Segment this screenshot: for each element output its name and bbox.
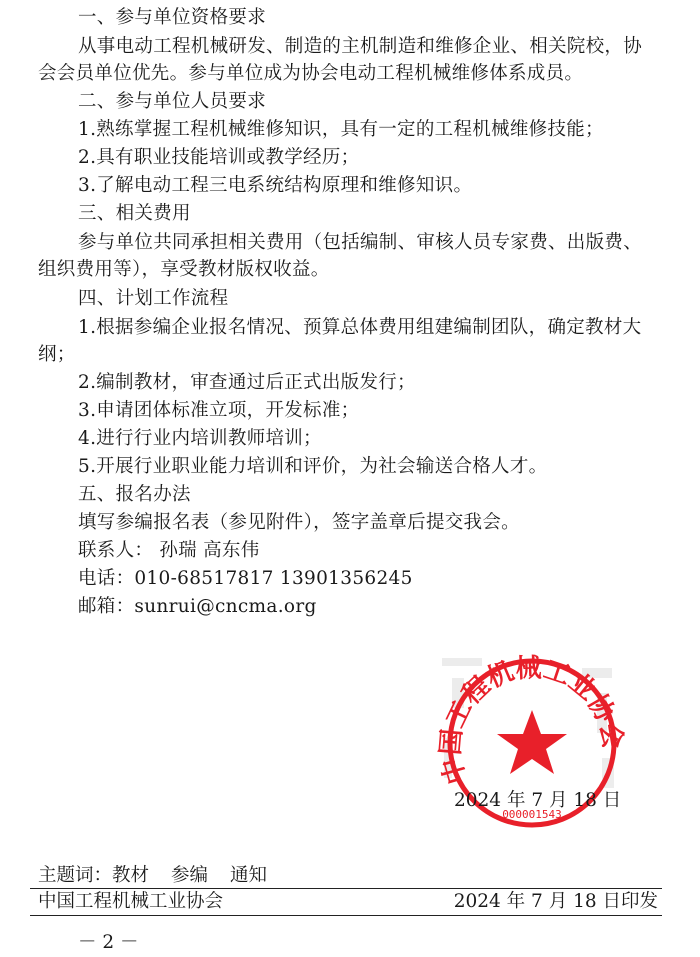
section-1-paragraph-line-1: 从事电动工程机械研发、制造的主机制造和维修企业、相关院校，协 (78, 36, 643, 57)
section-5-paragraph: 填写参编报名表（参见附件），签字盖章后提交我会。 (78, 512, 520, 533)
keyword-item: 教材 (112, 865, 150, 886)
signature-date: 2024 年 7 月 18 日 (454, 790, 622, 811)
section-2-item-1: 1.熟练掌握工程机械维修知识，具有一定的工程机械维修技能； (78, 119, 604, 140)
section-4-item-1-line-2: 纲； (38, 344, 76, 365)
section-1-heading: 一、参与单位资格要求 (78, 7, 267, 28)
section-2-item-3: 3.了解电动工程三电系统结构原理和维修知识。 (78, 175, 473, 196)
section-4-item-4: 4.进行行业内培训教师培训； (78, 428, 322, 449)
keyword-item: 参编 (171, 865, 209, 886)
section-4-item-1-line-1: 1.根据参编企业报名情况、预算总体费用组建编制团队，确定教材大 (78, 317, 642, 338)
contact-persons: 联系人： 孙瑞 高东伟 (78, 540, 260, 561)
footer-organization: 中国工程机械工业协会 (38, 891, 224, 912)
section-4-item-3: 3.申请团体标准立项，开发标准； (78, 400, 360, 421)
footer-rule-top (30, 888, 662, 889)
section-3-heading: 三、相关费用 (78, 203, 191, 224)
svg-text:中国工程机械工业协会: 中国工程机械工业协会 (435, 653, 628, 788)
keywords-line (38, 865, 289, 887)
section-4-heading: 四、计划工作流程 (78, 288, 229, 309)
svg-text:000001543: 000001543 (502, 808, 562, 821)
section-1-paragraph-line-2: 会会员单位优先。参与单位成为协会电动工程机械维修体系成员。 (38, 63, 584, 84)
section-4-item-5: 5.开展行业职业能力培训和评价，为社会输送合格人才。 (78, 456, 548, 477)
page-number: － 2 － (78, 932, 139, 953)
footer-rule-bottom (30, 915, 662, 916)
keywords-label: 主题词： (38, 865, 113, 886)
footer-issue-date: 2024 年 7 月 18 日印发 (453, 891, 658, 912)
keyword-item: 通知 (230, 865, 268, 886)
contact-email: 邮箱：sunrui@cncma.org (78, 596, 317, 617)
contact-phone: 电话：010-68517817 13901356245 (78, 568, 413, 589)
section-4-item-2: 2.编制教材，审查通过后正式出版发行； (78, 372, 416, 393)
section-5-heading: 五、报名办法 (78, 484, 191, 505)
section-3-paragraph-line-2: 组织费用等），享受教材版权收益。 (38, 259, 330, 280)
section-3-paragraph-line-1: 参与单位共同承担相关费用（包括编制、审核人员专家费、出版费、 (78, 232, 643, 253)
section-2-heading: 二、参与单位人员要求 (78, 91, 267, 112)
section-2-item-2: 2.具有职业技能培训或教学经历； (78, 147, 360, 168)
